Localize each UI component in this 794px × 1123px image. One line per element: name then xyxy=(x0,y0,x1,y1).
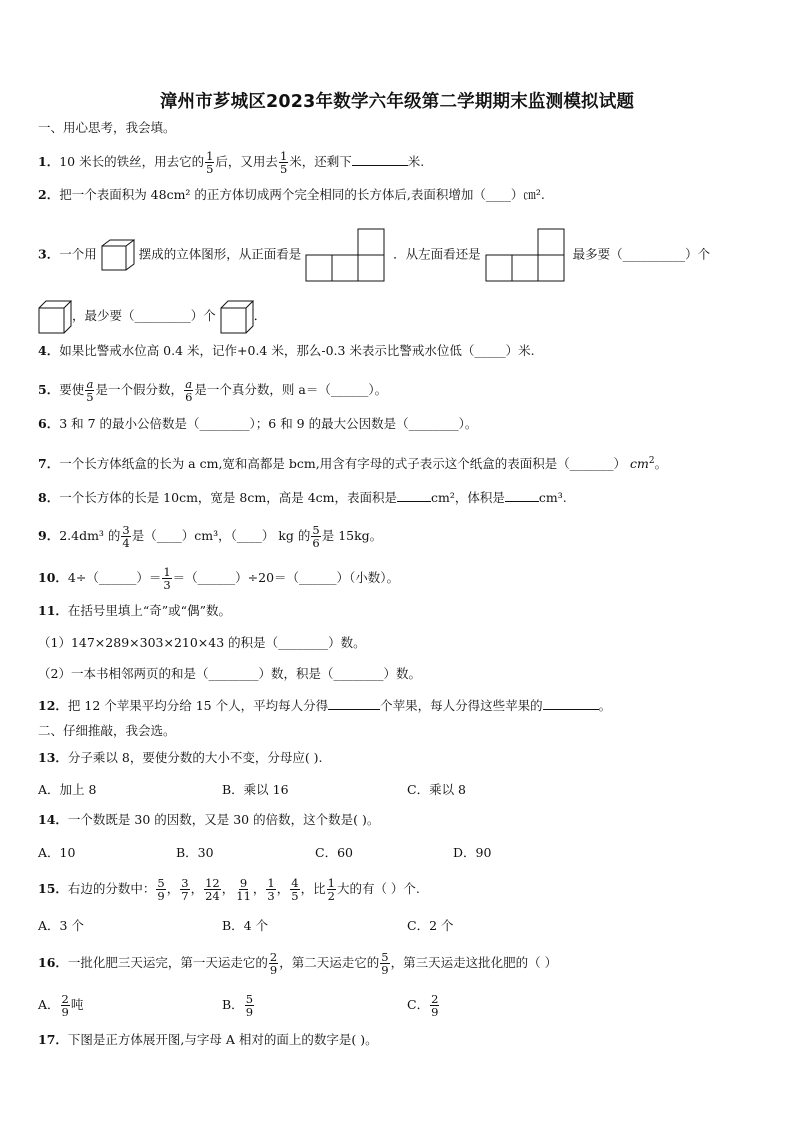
cube-icon xyxy=(38,300,72,334)
choice-a[interactable]: A．3 个 xyxy=(38,918,84,933)
fraction: $\frac{1}{2}$ xyxy=(327,876,335,903)
question-7: 7．一个长方体纸盒的长为 a cm,宽和高都是 bcm,用含有字母的式子表示这个纸盒的表面积是（_______） $cm^2$。 xyxy=(38,456,668,472)
choice-c[interactable]: C．乘以 8 xyxy=(407,782,466,797)
question-15: 15．右边的分数中： $\frac{5}{9}$ ， $\frac{3}{7}$ ， $\frac{12}{24}$ ， $\frac{9}{11}$ ， $\frac{1}{3}$ ， $\frac{4}{5}$ ，比 $\frac{1}{2}$ 大的有（ ）个. xyxy=(38,876,420,903)
fraction: $\frac{a}{6}$ xyxy=(185,377,193,404)
choice-d[interactable]: D．90 xyxy=(453,845,492,860)
choice-c[interactable]: C．2 个 xyxy=(407,918,454,933)
fraction: $\frac{12}{24}$ xyxy=(205,876,220,903)
choice-b[interactable]: B．30 xyxy=(176,845,214,860)
fraction: $\frac{a}{5}$ xyxy=(86,377,94,404)
question-9: 9．2.4dm³ 的 $\frac{3}{4}$ 是（____）cm³，（____） kg 的 $\frac{5}{6}$ 是 15kg。 xyxy=(38,523,383,550)
choice-c[interactable]: C． $\frac{2}{9}$ xyxy=(407,992,439,1019)
question-1: 1．10 米长的铁丝，用去它的 $\frac{1}{5}$ 后，又用去 $\frac{1}{5}$ 米，还剩下 米. xyxy=(38,149,425,176)
question-11-part-2: （2）一本书相邻两页的和是（________）数，积是（________）数。 xyxy=(38,666,421,681)
fraction: $\frac{9}{11}$ xyxy=(236,876,251,903)
fraction: $\frac{2}{9}$ xyxy=(431,992,439,1019)
fraction: $\frac{5}{9}$ xyxy=(381,950,389,977)
choice-c[interactable]: C．60 xyxy=(315,845,353,860)
question-12: 12．把 12 个苹果平均分给 15 个人，平均每人分得 个苹果，每人分得这些苹果的 。 xyxy=(38,698,612,713)
question-8: 8．一个长方体的长是 10cm，宽是 8cm，高是 4cm，表面积是 cm²，体积是 cm³. xyxy=(38,490,567,505)
question-16: 16．一批化肥三天运完，第一天运走它的 $\frac{2}{9}$ ，第二天运走它的 $\frac{5}{9}$ ，第三天运走这批化肥的（ ） xyxy=(38,950,558,977)
question-3-continued: ，最少要（_________）个 ． xyxy=(38,298,266,334)
cube-icon xyxy=(101,239,135,271)
question-11: 11．在括号里填上“奇”或“偶”数。 xyxy=(38,603,231,618)
answer-blank xyxy=(328,697,380,710)
fraction: $\frac{3}{7}$ xyxy=(181,876,189,903)
choice-a[interactable]: A．10 xyxy=(38,845,76,860)
question-11-part-1: （1）147×289×303×210×43 的积是（________）数。 xyxy=(38,635,366,650)
choice-a[interactable]: A．加上 8 xyxy=(38,782,97,797)
question-17: 17．下图是正方体展开图,与字母 A 相对的面上的数字是( )。 xyxy=(38,1032,378,1047)
fraction: $\frac{4}{5}$ xyxy=(291,876,299,903)
question-3: 3．一个用 摆成的立体图形，从正面看是 ．从左面看还是 最多要（__________）个 xyxy=(38,228,710,282)
answer-blank xyxy=(505,489,539,502)
left-view-figure xyxy=(485,228,569,282)
choice-b[interactable]: B． $\frac{5}{9}$ xyxy=(222,992,254,1019)
question-6: 6．3 和 7 的最小公倍数是（________）；6 和 9 的最大公因数是（________）。 xyxy=(38,416,478,431)
question-10: 10．4÷（______）＝ $\frac{1}{3}$ ＝（______）÷20＝（______）（小数）。 xyxy=(38,565,400,592)
fraction-list: $\frac{5}{9}$ ， $\frac{3}{7}$ ， $\frac{12}{24}$ ， $\frac{9}{11}$ ， $\frac{1}{3}$ ， $\frac{4}{5}$ xyxy=(157,876,299,903)
cube-icon xyxy=(220,300,254,334)
choice-b[interactable]: B．乘以 16 xyxy=(222,782,289,797)
fraction: $\frac{3}{4}$ xyxy=(122,523,130,550)
fraction: $\frac{5}{9}$ xyxy=(157,876,165,903)
question-14: 14．一个数既是 30 的因数，又是 30 的倍数，这个数是( )。 xyxy=(38,812,380,827)
question-2: 2．把一个表面积为 48cm² 的正方体切成两个完全相同的长方体后,表面积增加（____）㎝². xyxy=(38,187,545,202)
section-heading: 二、仔细推敲，我会选。 xyxy=(38,723,176,738)
choice-a[interactable]: A． $\frac{2}{9}$ 吨 xyxy=(38,992,84,1019)
fraction: $\frac{2}{9}$ xyxy=(61,992,69,1019)
answer-blank xyxy=(397,489,431,502)
question-5: 5．要使 $\frac{a}{5}$ 是一个假分数， $\frac{a}{6}$ 是一个真分数，则 a＝（______）。 xyxy=(38,377,388,404)
question-13: 13．分子乘以 8，要使分数的大小不变，分母应( ). xyxy=(38,750,323,765)
fraction: $\frac{1}{3}$ xyxy=(267,876,275,903)
fraction: $\frac{2}{9}$ xyxy=(269,950,278,977)
question-4: 4．如果比警戒水位高 0.4 米，记作+0.4 米，那么-0.3 米表示比警戒水位低（_____）米. xyxy=(38,343,535,358)
fraction: $\frac{1}{5}$ xyxy=(279,149,288,176)
answer-blank xyxy=(543,697,599,710)
answer-blank xyxy=(352,153,408,166)
fraction: $\frac{1}{3}$ xyxy=(163,565,171,592)
front-view-figure xyxy=(305,228,389,282)
choice-b[interactable]: B．4 个 xyxy=(222,918,269,933)
fraction: $\frac{1}{5}$ xyxy=(206,149,214,176)
fraction: $\frac{5}{6}$ xyxy=(312,523,320,550)
page-title: 漳州市芗城区2023年数学六年级第二学期期末监测模拟试题 xyxy=(159,92,635,112)
fraction: $\frac{5}{9}$ xyxy=(245,992,254,1019)
section-heading: 一、用心思考，我会填。 xyxy=(38,120,176,135)
